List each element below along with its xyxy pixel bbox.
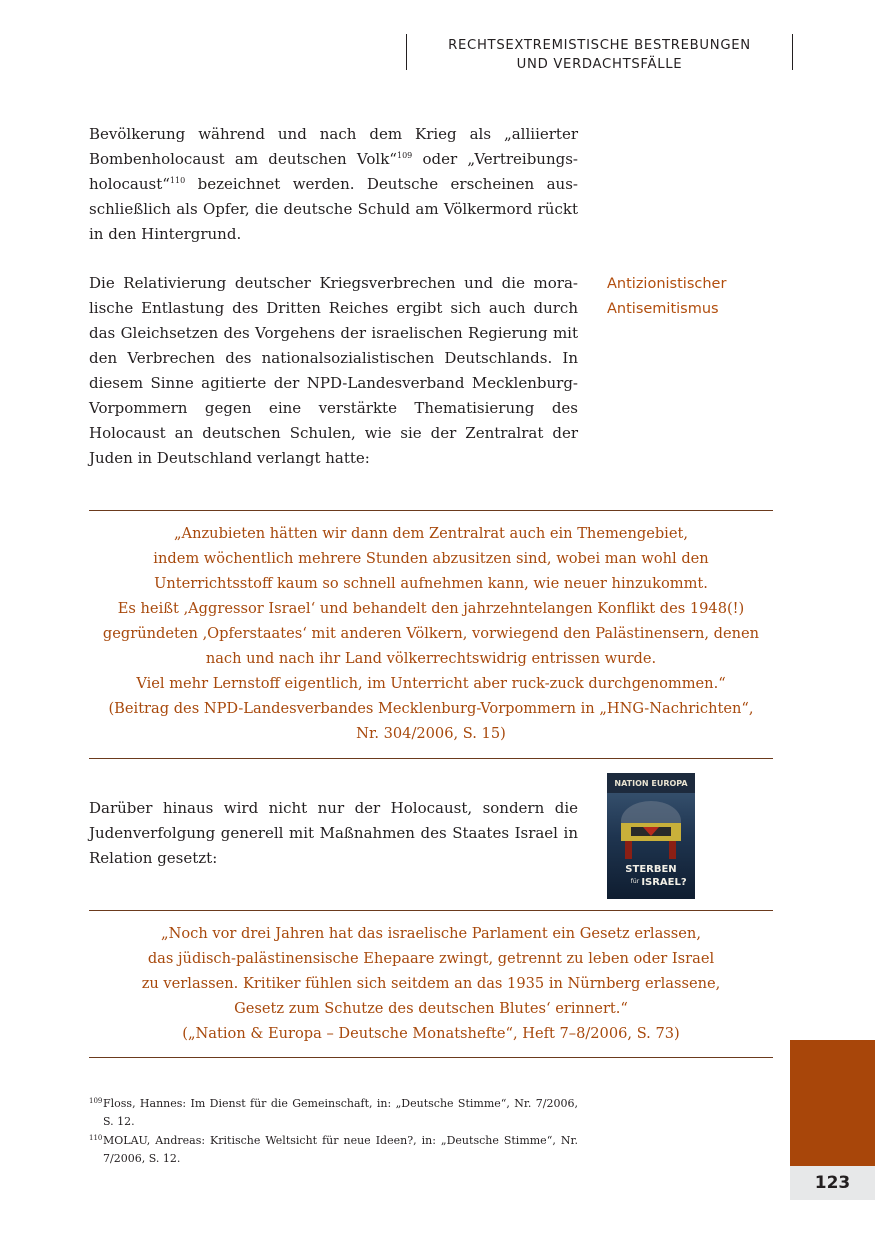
quote-1-source: Nr. 304/2006, S. 15): [356, 725, 506, 742]
footnote-text: Floss, Hannes: Im Dienst für die Gemeinschaft, in: „Deutsche Stimme“, Nr. 7/2006, S. 12.: [103, 1097, 578, 1128]
running-header-line-2: UND VERDACHTSFÄLLE: [516, 57, 683, 72]
quote-1-line: Unterrichtsstoff kaum so schnell aufnehmen kann, wie neuer hinzukommt.: [154, 575, 708, 592]
paragraph-1-text-c: bezeichnet werden. Deutsche erscheinen ausschließlich als Opfer, die deutsche Schuld am Völkermord rückt in den Hintergrund.: [89, 175, 578, 243]
cover-headline-3: ISRAEL?: [641, 877, 687, 888]
footnote-109: [89, 1095, 578, 1131]
margin-note: [607, 272, 807, 322]
cover-masthead: NATION EUROPA: [614, 779, 688, 788]
cover-headline-1: STERBEN: [625, 864, 677, 875]
running-header-line-1: RECHTSEXTREMISTISCHE BESTREBUNGEN: [448, 38, 751, 53]
paragraph-3: Darüber hinaus wird nicht nur der Holocaust, sondern die Judenverfolgung generell mit Maßnahmen des Staates Israel in Relation gesetzt:: [89, 799, 578, 867]
footnote-text: MOLAU, Andreas: Kritische Weltsicht für neue Ideen?, in: „Deutsche Stimme“, Nr. 7/2006, S. 12.: [103, 1134, 578, 1165]
quote-2-line: „Noch vor drei Jahren hat das israelische Parlament ein Gesetz erlassen,: [161, 925, 701, 942]
quote-1-line: Es heißt ‚Aggressor Israel‘ und behandelt den jahrzehntelangen Konflikt des 1948(!): [117, 600, 745, 617]
magazine-cover-image: [607, 773, 695, 899]
quote-1-line: nach und nach ihr Land völkerrechtswidrig entrissen wurde.: [205, 650, 657, 667]
quote-1-line: gegründeten ‚Opferstaates‘ mit anderen Völkern, vorwiegend den Palästinensern, denen: [102, 625, 760, 642]
paragraph-1-text-a: Bevölkerung während und nach dem Krieg als „alliierter Bombenholocaust am deutschen Volk“: [89, 125, 578, 168]
quote-block-nation-europa: [89, 910, 773, 1058]
quote-block-npd: [89, 510, 773, 759]
footnote-ref-109: 109: [396, 151, 413, 160]
footnote-110: [89, 1132, 578, 1168]
page-number: 123: [790, 1166, 875, 1200]
margin-note-line-1: Antizionistischer: [607, 276, 727, 292]
paragraph-2: Die Relativierung deutscher Kriegsverbrechen und die moralische Entlastung des Dritten Reiches ergibt sich auch durch das Gleichsetzen des Vorgehens der israelischen Regierung mit den Verbrechen des nationalsozialistischen Deutschlands. In diesem Sinne agitierte der NPD-Landesverband Mecklenburg-Vorpommern gegen eine verstärkte Thematisierung des Holocaust an deutschen Schulen, wie sie der Zentralrat der Juden in Deutschland verlangt hatte:: [89, 274, 578, 467]
footnotes: [89, 1095, 578, 1168]
margin-note-line-2: Antisemitismus: [607, 301, 719, 317]
quote-1-line: „Anzubieten hätten wir dann dem Zentralrat auch ein Themengebiet,: [174, 525, 688, 542]
chapter-color-tab: [790, 1040, 875, 1166]
quote-2-line: Gesetz zum Schutze des deutschen Blutes‘ erinnert.“: [234, 1000, 628, 1017]
quote-1-line: indem wöchentlich mehrere Stunden abzusitzen sind, wobei man wohl den: [153, 550, 709, 567]
cover-headline-2: für: [630, 878, 640, 885]
footnote-number: 109: [89, 1097, 103, 1105]
footnote-number: 110: [89, 1134, 103, 1142]
quote-1-source: (Beitrag des NPD-Landesverbandes Mecklenburg-Vorpommern in „HNG-Nachrichten“,: [108, 700, 754, 717]
running-header: [406, 34, 793, 70]
quote-2-line: das jüdisch-palästinensische Ehepaare zwingt, getrennt zu leben oder Israel: [147, 950, 715, 967]
quote-2-source: („Nation & Europa – Deutsche Monatshefte“, Heft 7–8/2006, S. 73): [182, 1025, 680, 1042]
footnote-ref-110: 110: [169, 176, 186, 185]
quote-1-line: Viel mehr Lernstoff eigentlich, im Unterricht aber ruck-zuck durchgenommen.“: [136, 675, 726, 692]
paragraph-1-text-b: oder „Vertreibungsholocaust“: [89, 150, 578, 193]
magazine-cover-graphic: [607, 773, 695, 899]
quote-2-line: zu verlassen. Kritiker fühlen sich seitdem an das 1935 in Nürnberg erlassene,: [141, 975, 721, 992]
paragraph-1: [89, 122, 578, 247]
